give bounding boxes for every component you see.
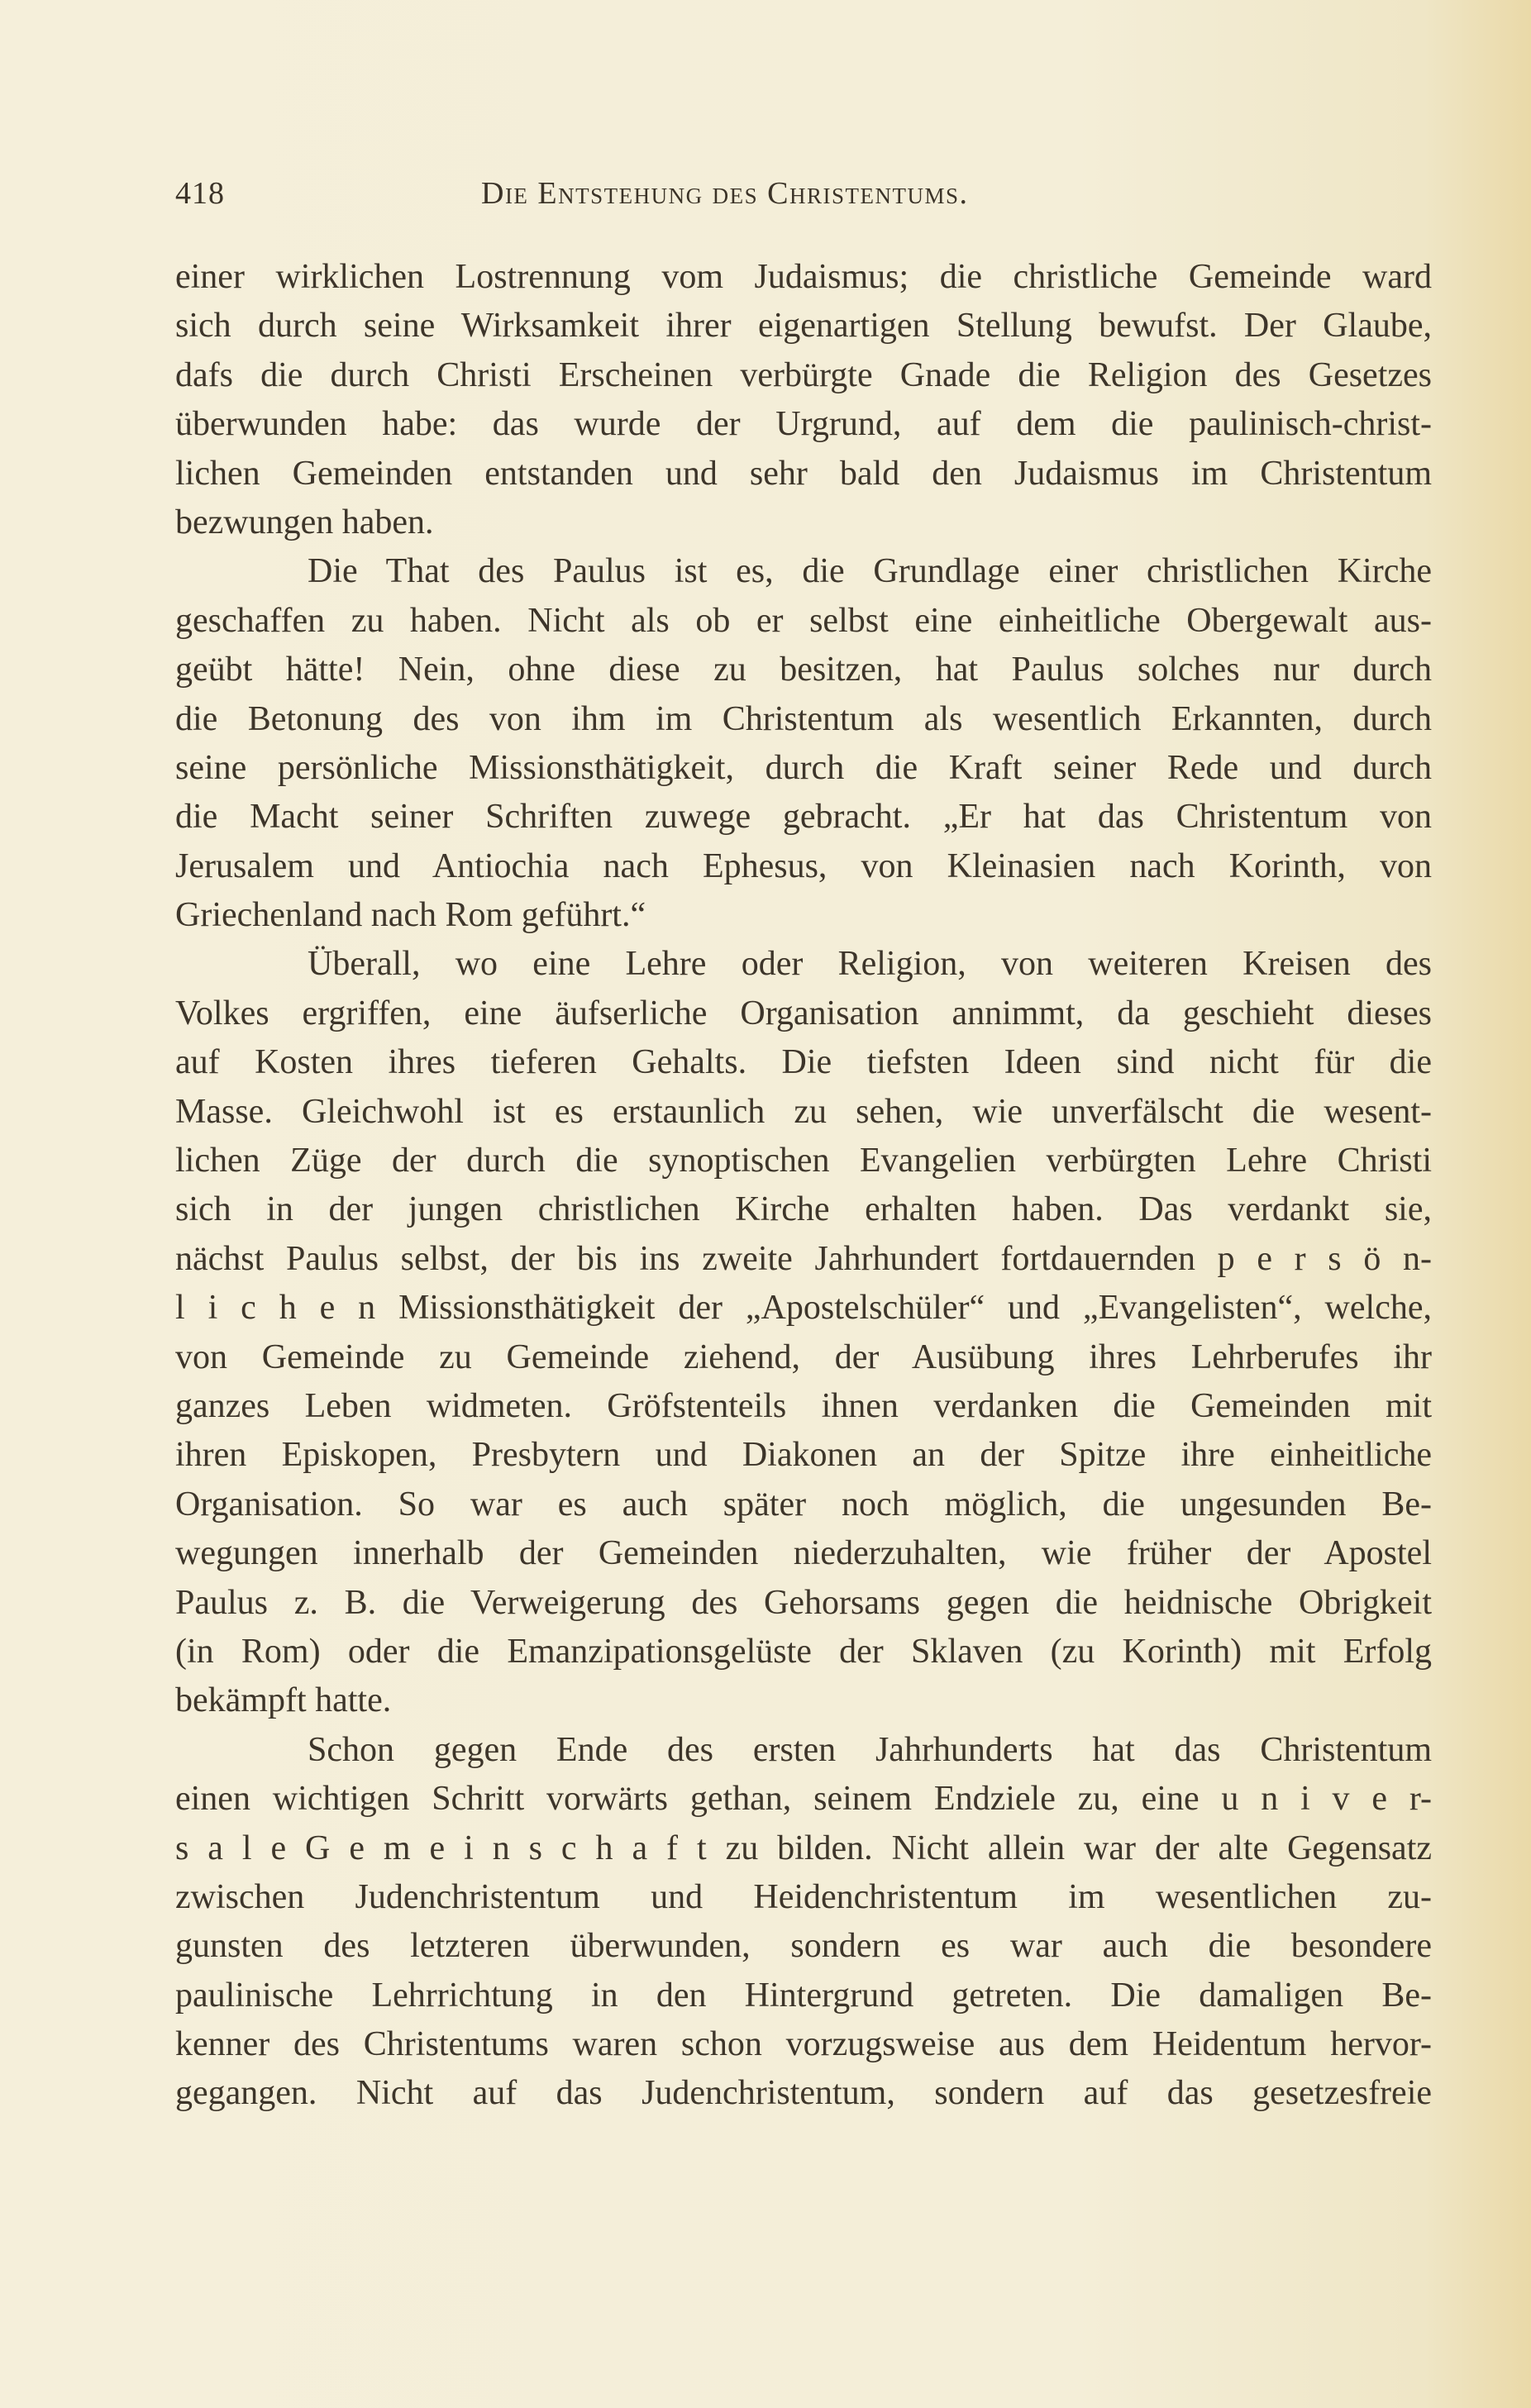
running-title: Die Entstehung des Christentums. bbox=[481, 176, 969, 211]
text-line: Jerusalem und Antiochia nach Ephesus, von Kleinasien nach Korinth, von bbox=[175, 846, 1432, 885]
text-line: geübt hätte! Nein, ohne diese zu besitzen, hat Paulus solches nur durch bbox=[175, 651, 1432, 689]
text-line: sich durch seine Wirksamkeit ihrer eigenartigen Stellung bewufst. Der Glaube, bbox=[175, 307, 1432, 346]
text-line: von Gemeinde zu Gemeinde ziehend, der Ausübung ihres Lehrberufes ihr bbox=[175, 1338, 1432, 1376]
text-line: l i c h e n Missionsthätigkeit der „Apostelschüler“ und „Evangelisten“, welche, bbox=[175, 1289, 1432, 1328]
text-line: Die That des Paulus ist es, die Grundlage einer christlichen Kirche bbox=[308, 552, 1432, 591]
text-line: bekämpft hatte. bbox=[175, 1681, 392, 1720]
text-line: ganzes Leben widmeten. Gröfstenteils ihnen verdanken die Gemeinden mit bbox=[175, 1386, 1432, 1425]
text-line: Masse. Gleichwohl ist es erstaunlich zu sehen, wie unverfälscht die wesent- bbox=[175, 1092, 1432, 1131]
text-line: nächst Paulus selbst, der bis ins zweite Jahrhundert fortdauernden p e r s ö n- bbox=[175, 1239, 1432, 1278]
text-line: Volkes ergriffen, eine äufserliche Organisation annimmt, da geschieht dieses bbox=[175, 994, 1432, 1032]
text-line: s a l e G e m e i n s c h a f t zu bilden. Nicht allein war der alte Gegensatz bbox=[175, 1829, 1432, 1867]
text-line: paulinische Lehrrichtung in den Hintergrund getreten. Die damaligen Be- bbox=[175, 1976, 1432, 2015]
text-line: Paulus z. B. die Verweigerung des Gehorsams gegen die heidnische Obrigkeit bbox=[175, 1583, 1432, 1622]
body-text bbox=[175, 253, 1432, 2119]
text-line: seine persönliche Missionsthätigkeit, durch die Kraft seiner Rede und durch bbox=[175, 748, 1432, 787]
text-line: Organisation. So war es auch später noch möglich, die ungesunden Be- bbox=[175, 1485, 1432, 1523]
page-header bbox=[175, 175, 1432, 225]
text-line: dafs die durch Christi Erscheinen verbürgte Gnade die Religion des Gesetzes bbox=[175, 355, 1432, 394]
text-line: überwunden habe: das wurde der Urgrund, auf dem die paulinisch-christ- bbox=[175, 405, 1432, 444]
text-line: auf Kosten ihres tieferen Gehalts. Die tiefsten Ideen sind nicht für die bbox=[175, 1043, 1432, 1082]
text-line: lichen Gemeinden entstanden und sehr bald den Judaismus im Christentum bbox=[175, 454, 1432, 493]
text-line: wegungen innerhalb der Gemeinden niederzuhalten, wie früher der Apostel bbox=[175, 1534, 1432, 1573]
text-line: ihren Episkopen, Presbytern und Diakonen an der Spitze ihre einheitliche bbox=[175, 1436, 1432, 1475]
text-line: die Macht seiner Schriften zuwege gebracht. „Er hat das Christentum von bbox=[175, 798, 1432, 837]
text-line: gegangen. Nicht auf das Judenchristentum, sondern auf das gesetzesfreie bbox=[175, 2074, 1432, 2113]
text-line: bezwungen haben. bbox=[175, 503, 434, 541]
text-line: Griechenland nach Rom geführt.“ bbox=[175, 896, 646, 935]
text-line: Überall, wo eine Lehre oder Religion, von weiteren Kreisen des bbox=[308, 945, 1432, 984]
text-line: einer wirklichen Lostrennung vom Judaismus; die christliche Gemeinde ward bbox=[175, 258, 1432, 296]
page-number: 418 bbox=[175, 176, 225, 211]
text-line: Schon gegen Ende des ersten Jahrhunderts hat das Christentum bbox=[308, 1730, 1432, 1769]
text-line: geschaffen zu haben. Nicht als ob er selbst eine einheitliche Obergewalt aus- bbox=[175, 601, 1432, 640]
text-line: (in Rom) oder die Emanzipationsgelüste der Sklaven (zu Korinth) mit Erfolg bbox=[175, 1632, 1432, 1671]
text-line: die Betonung des von ihm im Christentum als wesentlich Erkannten, durch bbox=[175, 699, 1432, 738]
text-line: kenner des Christentums waren schon vorzugsweise aus dem Heidentum hervor- bbox=[175, 2025, 1432, 2064]
text-line: sich in der jungen christlichen Kirche erhalten haben. Das verdankt sie, bbox=[175, 1190, 1432, 1229]
text-line: lichen Züge der durch die synoptischen Evangelien verbürgten Lehre Christi bbox=[175, 1142, 1432, 1180]
text-line: einen wichtigen Schritt vorwärts gethan, seinem Endziele zu, eine u n i v e r- bbox=[175, 1780, 1432, 1819]
text-line: gunsten des letzteren überwunden, sondern es war auch die besondere bbox=[175, 1927, 1432, 1966]
text-line: zwischen Judenchristentum und Heidenchristentum im wesentlichen zu- bbox=[175, 1877, 1432, 1916]
